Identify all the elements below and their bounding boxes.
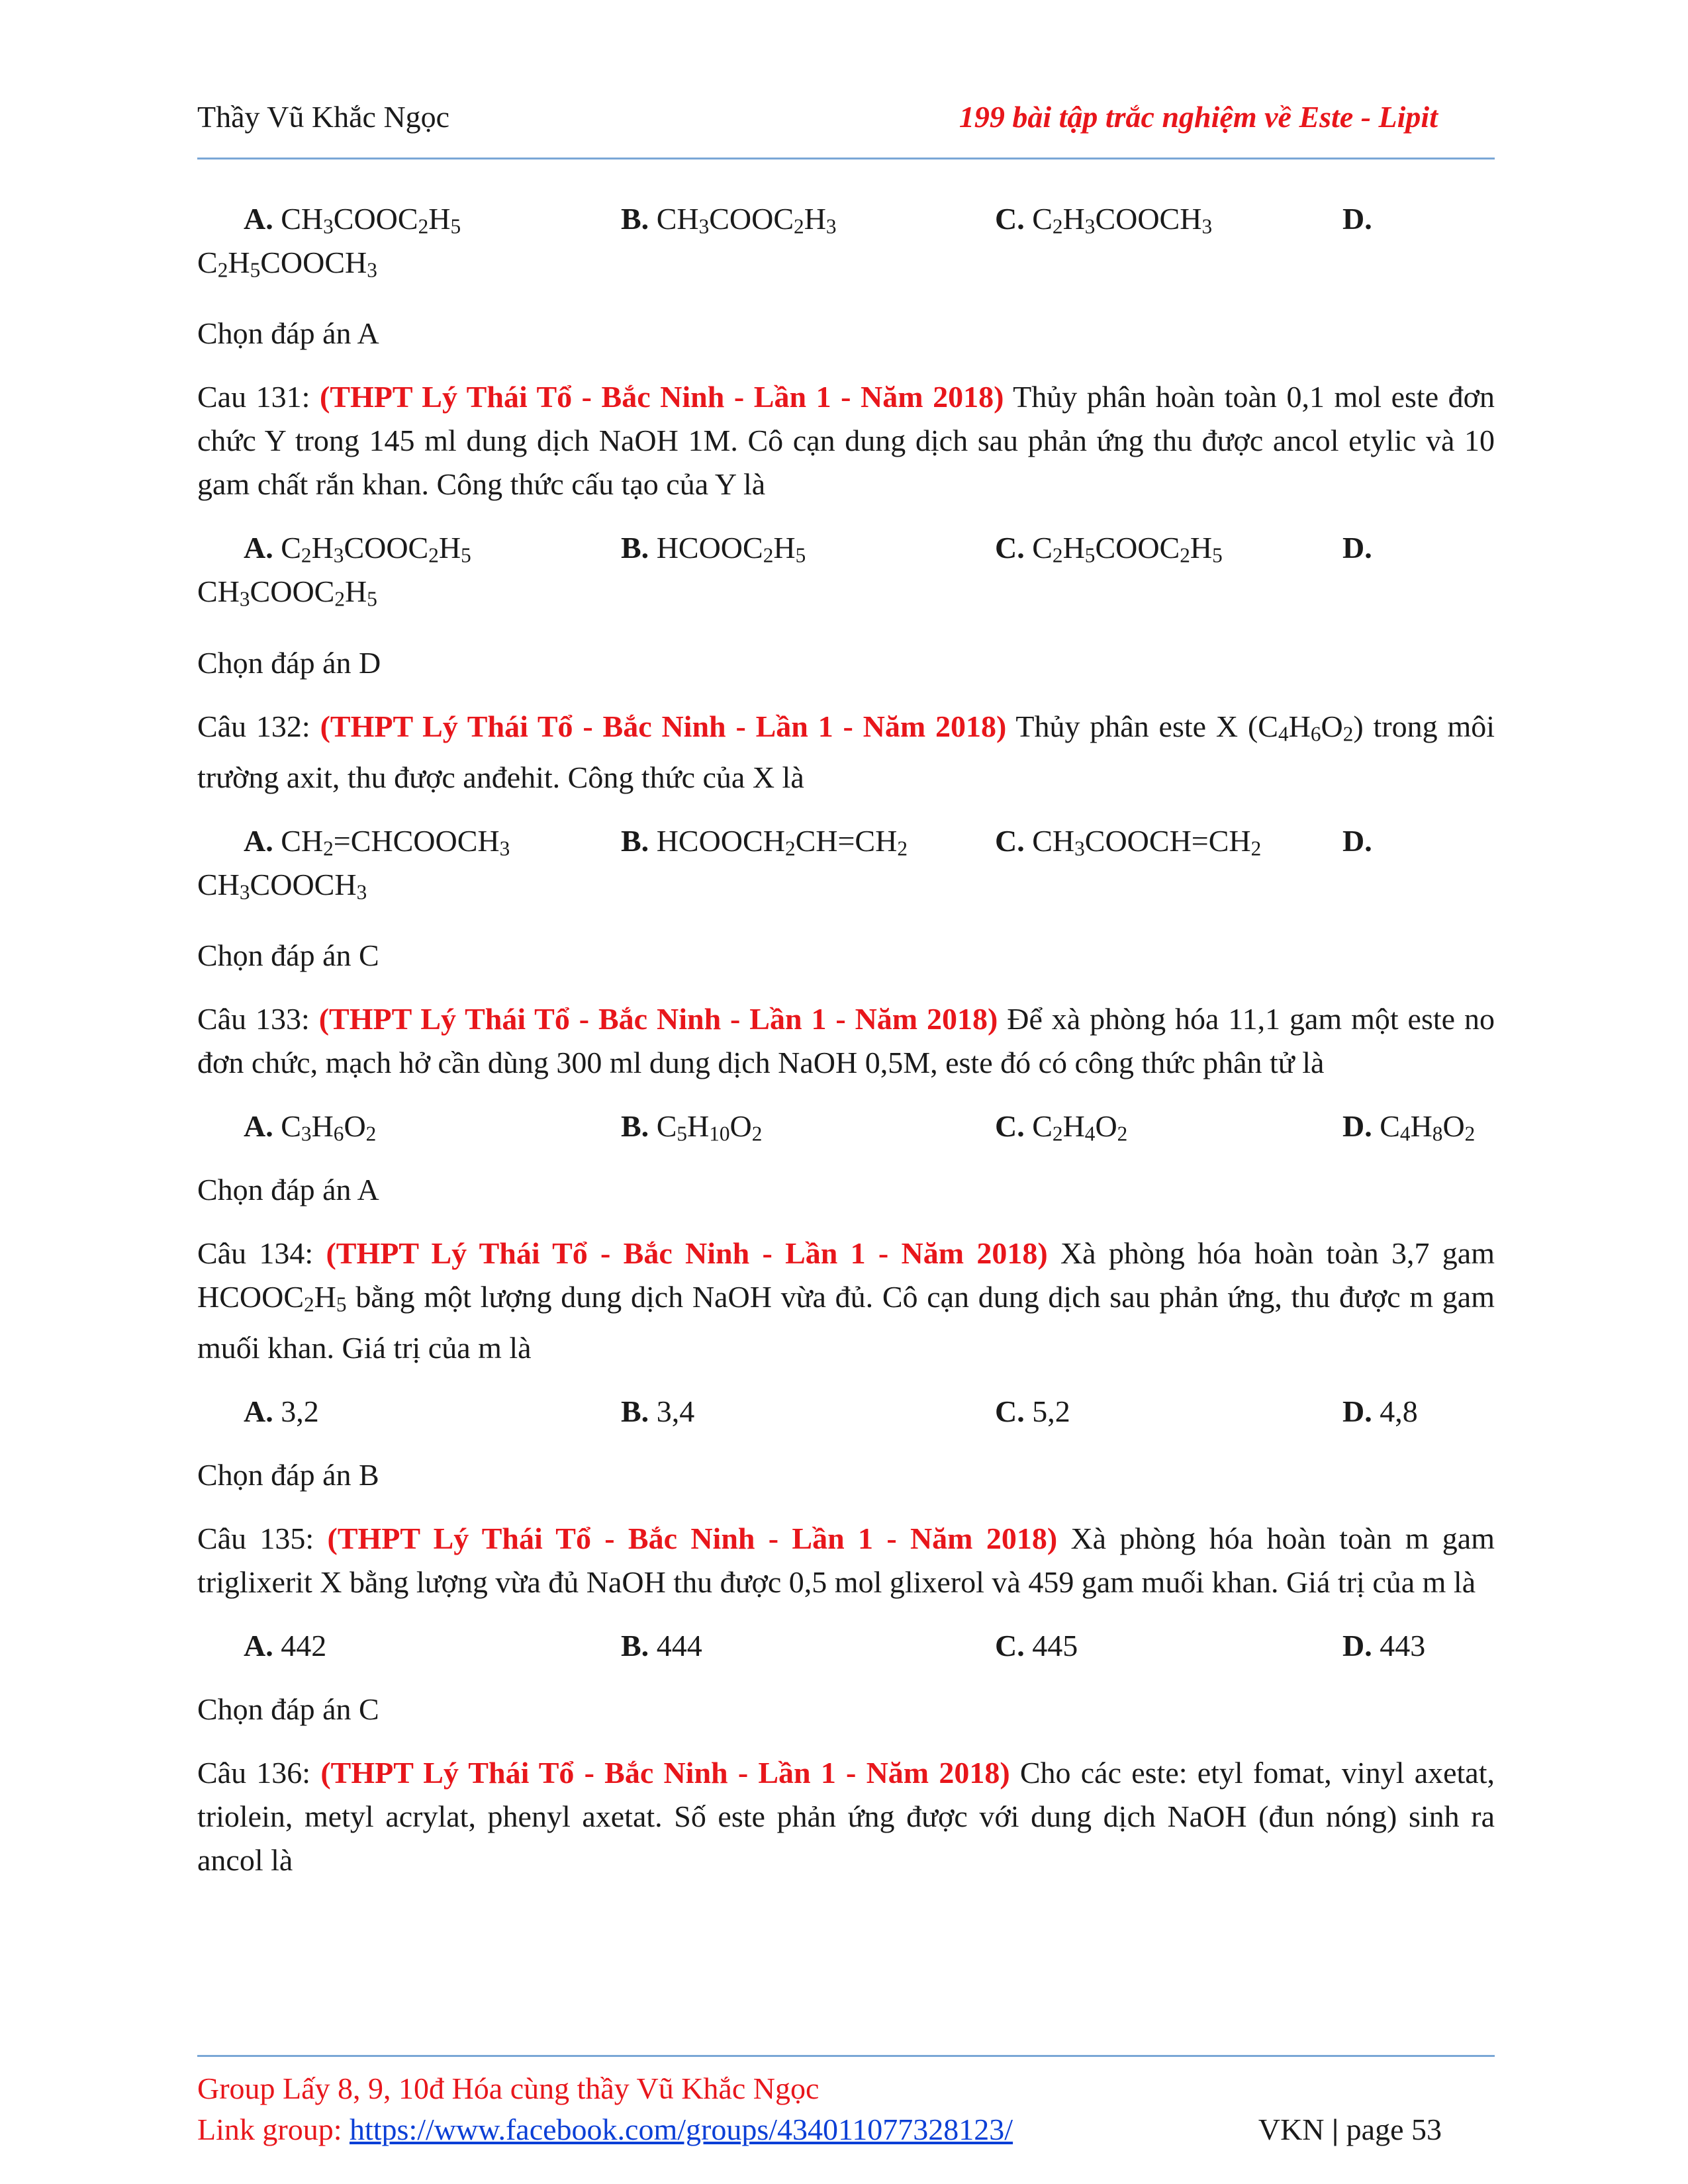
answer-line: Chọn đáp án C bbox=[197, 1692, 379, 1727]
question-135 bbox=[197, 1517, 1495, 1604]
header-title: 199 bài tập trắc nghiệm về Este - Lipit bbox=[959, 100, 1438, 134]
page-footer bbox=[197, 2068, 1495, 2150]
header-rule bbox=[197, 158, 1495, 159]
option-b: B. $HCOOC_2H_5$ bbox=[621, 531, 806, 567]
question-label: Câu 134: bbox=[197, 1236, 314, 1270]
footer-group: Group Lấy 8, 9, 10đ Hóa cùng thầy Vũ Khắc Ngọc bbox=[197, 2071, 820, 2105]
question-label: Cau 131: bbox=[197, 380, 310, 414]
question-source: (THPT Lý Thái Tổ - Bắc Ninh - Lần 1 - Năm 2018) bbox=[320, 1756, 1010, 1790]
option-d: D. $C_4H_8O_2$ bbox=[1342, 1109, 1476, 1146]
option-d: D. 4,8 bbox=[1342, 1394, 1418, 1429]
question-label: Câu 133: bbox=[197, 1002, 310, 1036]
question-label: Câu 136: bbox=[197, 1756, 311, 1790]
question-source: (THPT Lý Thái Tổ - Bắc Ninh - Lần 1 - Năm 2018) bbox=[327, 1522, 1058, 1556]
question-text: Thủy phân hoàn toàn 0,1 mol este đơn chức Y trong 145 ml dung dịch NaOH 1M. Cô cạn dung dịch sau phản ứng thu được ancol etylic và 10 gam chất rắn khan. Công thức cấu tạo của Y là bbox=[197, 380, 1495, 502]
options-row bbox=[197, 526, 1495, 570]
option-c: C. $CH_3COOCH=CH_2$ bbox=[995, 823, 1262, 860]
question-source: (THPT Lý Thái Tổ - Bắc Ninh - Lần 1 - Năm 2018) bbox=[320, 709, 1007, 743]
option-d: $CH_3COOC_2H_5$ bbox=[197, 574, 377, 611]
options-row bbox=[197, 1624, 1495, 1668]
answer-line: Chọn đáp án A bbox=[197, 316, 379, 351]
option-d: D. 443 bbox=[1342, 1629, 1426, 1663]
question-source: (THPT Lý Thái Tổ - Bắc Ninh - Lần 1 - Năm 2018) bbox=[326, 1236, 1048, 1270]
options-row bbox=[197, 197, 1495, 241]
option-c: C. $C_2H_4O_2$ bbox=[995, 1109, 1128, 1146]
footer-rule bbox=[197, 2055, 1495, 2057]
options-row bbox=[197, 819, 1495, 863]
facebook-group-link[interactable]: https://www.facebook.com/groups/434011077328123/ bbox=[349, 2113, 1013, 2146]
page-content bbox=[197, 197, 1495, 1902]
option-a: A. 442 bbox=[244, 1629, 327, 1663]
option-a: A. $CH_2=CHCOOCH_3$ bbox=[244, 823, 510, 860]
option-a: A. $CH_3COOC_2H_5$ bbox=[244, 202, 461, 238]
question-source: (THPT Lý Thái Tổ - Bắc Ninh - Lần 1 - Năm 2018) bbox=[318, 1002, 998, 1036]
option-c: C. $C_2H_3COOCH_3$ bbox=[995, 202, 1213, 238]
question-label: Câu 135: bbox=[197, 1522, 314, 1556]
question-132: Câu 132: (THPT Lý Thái Tổ - Bắc Ninh - Lần 1 - Năm 2018) Thủy phân este X $(C_4H_6O_2)$ trong môi trường axit, thu được anđehit. Công thức của X là bbox=[197, 709, 1495, 794]
question-text: Cho các este: etyl fomat, vinyl axetat, triolein, metyl acrylat, phenyl axetat. Số este phản ứng được với dung dịch NaOH (đun nóng) sinh ra ancol là bbox=[197, 1756, 1495, 1878]
question-text: Để xà phòng hóa 11,1 gam một este no đơn chức, mạch hở cần dùng 300 ml dung dịch NaOH 0,5M, este đó có công thức phân tử là bbox=[197, 1002, 1495, 1079]
answer-line: Chọn đáp án A bbox=[197, 1173, 379, 1206]
option-b: B. $CH_3COOC_2H_3$ bbox=[621, 202, 837, 238]
option-a: A. 3,2 bbox=[244, 1394, 319, 1429]
option-d-label: D. bbox=[1342, 202, 1372, 236]
question-text: Xà phòng hóa hoàn toàn m gam triglixerit X bằng lượng vừa đủ NaOH thu được 0,5 mol glixerol và 459 gam muối khan. Giá trị của m là bbox=[197, 1522, 1495, 1600]
option-b: B. $HCOOCH_2CH=CH_2$ bbox=[621, 823, 908, 860]
option-a: A. $C_3H_6O_2$ bbox=[244, 1109, 377, 1146]
option-d-label: D. bbox=[1342, 531, 1372, 565]
option-c: C. $C_2H_5COOC_2H_5$ bbox=[995, 531, 1223, 567]
option-d: $C_2H_5COOCH_3$ bbox=[197, 246, 377, 282]
answer-line: Chọn đáp án D bbox=[197, 645, 381, 680]
footer-link-line: Link group: https://www.facebook.com/groups/434011077328123/ bbox=[197, 2113, 1013, 2146]
option-b: B. 444 bbox=[621, 1629, 702, 1663]
question-label: Câu 132: bbox=[197, 709, 310, 743]
question-source: (THPT Lý Thái Tổ - Bắc Ninh - Lần 1 - Năm 2018) bbox=[320, 380, 1004, 414]
question-formula: $HCOOC_2H_5$ bbox=[197, 1280, 347, 1316]
header-author: Thầy Vũ Khắc Ngọc bbox=[197, 100, 450, 134]
page-header bbox=[197, 99, 1491, 146]
option-b: B. $C_5H_{10}O_2$ bbox=[621, 1109, 763, 1146]
option-a: A. $C_2H_3COOC_2H_5$ bbox=[244, 531, 471, 567]
answer-line: Chọn đáp án C bbox=[197, 938, 379, 972]
option-c: C. 445 bbox=[995, 1629, 1078, 1663]
question-133 bbox=[197, 997, 1495, 1085]
page-number: VKN | page 53 bbox=[1258, 2113, 1442, 2146]
options-row bbox=[197, 1390, 1495, 1433]
answer-line: Chọn đáp án B bbox=[197, 1458, 379, 1492]
question-formula: $C_4H_6O_2$ bbox=[1258, 709, 1354, 745]
question-136 bbox=[197, 1751, 1495, 1882]
question-134: Câu 134: (THPT Lý Thái Tổ - Bắc Ninh - Lần 1 - Năm 2018) Xà phòng hóa hoàn toàn 3,7 gam $HCOOC_2H_5$ bằng một lượng dung dịch NaOH vừa đủ. Cô cạn dung dịch sau phản ứng, thu được m gam muối khan. Giá trị của m là bbox=[197, 1236, 1495, 1365]
option-b: B. 3,4 bbox=[621, 1394, 695, 1429]
question-131 bbox=[197, 375, 1495, 506]
option-d: $CH_3COOCH_3$ bbox=[197, 867, 367, 903]
options-row bbox=[197, 1105, 1495, 1148]
option-c: C. 5,2 bbox=[995, 1394, 1070, 1429]
option-d-label: D. bbox=[1342, 823, 1372, 858]
